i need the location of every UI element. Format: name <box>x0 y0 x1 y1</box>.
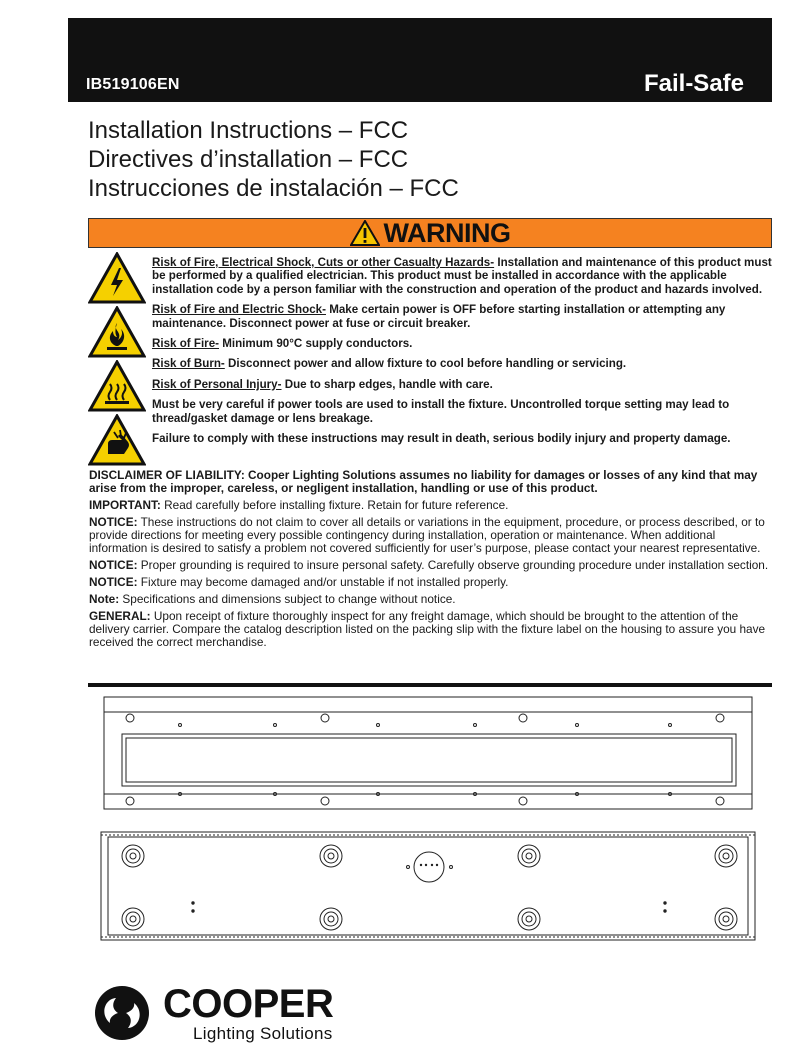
hazard-item: Risk of Fire and Electric Shock- Make certain power is OFF before starting installation or attempting any maintenance. Disconnect power at fuse or circuit breaker. <box>152 303 726 330</box>
cooper-logo-icon <box>88 985 156 1041</box>
hazard-item: Risk of Fire, Electrical Shock, Cuts or other Casualty Hazards- Installation and maintenance of this product must be performed by a qualified electrician. This product must be installed in accordance with the applicable installation code by a person familiar with the construction and operation of the product and hazards involved. <box>152 256 772 296</box>
hazard-item: Failure to comply with these instructions may result in death, serious bodily injury and property damage. <box>152 432 731 446</box>
title-english: Installation Instructions – FCC <box>88 117 409 144</box>
fixture-front-view <box>104 697 752 809</box>
notice-item: GENERAL: Upon receipt of fixture thoroughly inspect for any freight damage, which should be brought to the attention of the delivery carrier. Compare the catalog description listed on the packing slip with the fixture label on the housing to assure you have received the correct merchandise. <box>89 609 766 649</box>
connector-dots <box>420 864 438 866</box>
company-name: COOPER <box>163 982 334 1026</box>
notice-item: IMPORTANT: Read carefully before installing fixture. Retain for future reference. <box>89 498 509 512</box>
hazard-item: Risk of Personal Injury- Due to sharp edges, handle with care. <box>152 377 493 391</box>
document-id: IB519106EN <box>86 76 180 93</box>
hazard-item: Risk of Fire- Minimum 90°C supply conductors. <box>152 337 413 351</box>
fixture-back-view <box>101 832 755 940</box>
title-french: Directives d’installation – FCC <box>88 146 409 173</box>
notice-item: NOTICE: These instructions do not claim to cover all details or variations in the equipment, procedure, or process described, or to provide directions for meeting every possible contingency during installation, operation or maintenance. When additional information is desired to satisfy a problem not covered sufficiently for user’s purpose, please contact your nearest representative. <box>89 515 765 555</box>
brand-name: Fail-Safe <box>643 70 744 97</box>
disclaimer: DISCLAIMER OF LIABILITY: Cooper Lighting Solutions assumes no liability for damages or losses of any kind that may arise from the improper, careless, or negligent installation, handling or use of this product. <box>89 468 758 495</box>
warning-label: WARNING <box>383 217 511 248</box>
notice-item: Note: Specifications and dimensions subject to change without notice. <box>89 592 456 606</box>
company-tagline: Lighting Solutions <box>193 1024 333 1043</box>
hazard-item: Must be very careful if power tools are used to install the fixture. Uncontrolled torque setting may lead to thread/gasket damage or lens breakage. <box>152 398 730 425</box>
hazard-item: Risk of Burn- Disconnect power and allow fixture to cool before handling or servicing. <box>152 357 627 371</box>
notice-item: NOTICE: Fixture may become damaged and/or unstable if not installed properly. <box>89 575 509 589</box>
title-spanish: Instrucciones de instalación – FCC <box>88 175 459 202</box>
notice-item: NOTICE: Proper grounding is required to insure personal safety. Carefully observe grounding procedure under installation section. <box>89 558 769 572</box>
